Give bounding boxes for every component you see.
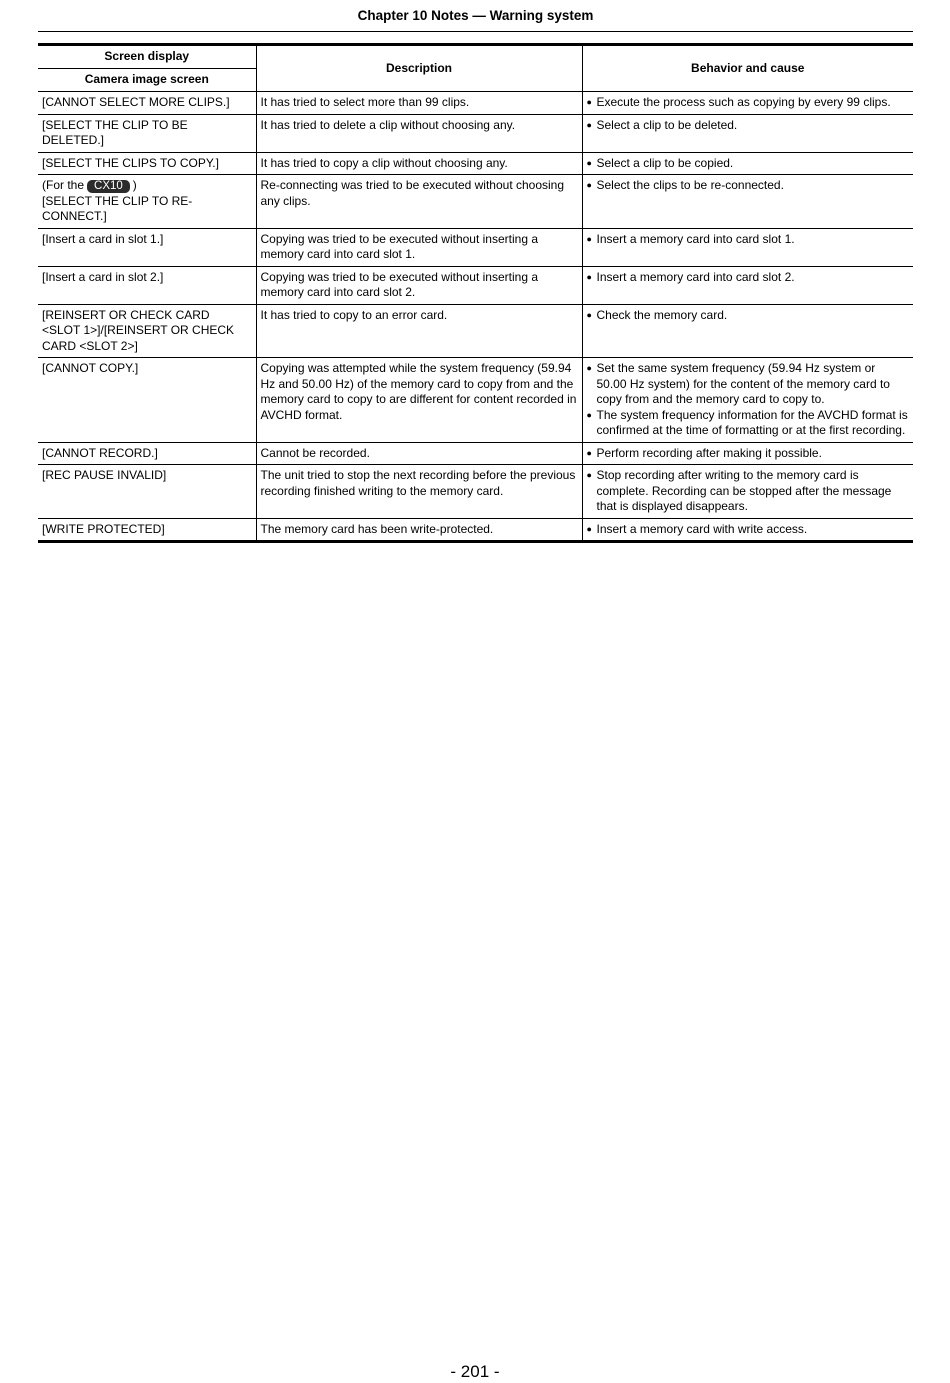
description-cell: Re-connecting was tried to be executed without choosing any clips.: [256, 175, 582, 229]
screen-message-line: [Insert a card in slot 2.]: [42, 269, 164, 284]
model-badge: CX10: [87, 180, 130, 193]
model-note-suffix: ): [132, 178, 137, 192]
screen-message-line: [SELECT THE CLIP TO RE-: [42, 193, 193, 208]
behavior-item: ● Stop recording after writing to the memory card is complete. Recording can be stopped after the message that is displayed disappears.: [587, 468, 909, 515]
screen-message-line: CARD <SLOT 2>]: [42, 338, 138, 353]
header-rule: [38, 31, 913, 32]
behavior-item: ● Perform recording after making it possible.: [587, 446, 909, 462]
description-cell: Copying was attempted while the system frequency (59.94 Hz and 50.00 Hz) of the memory card to copy from and the memory card to copy to are different for content recorded in AVCHD format.: [256, 358, 582, 443]
screen-display-cell: [38, 228, 256, 266]
description-cell: It has tried to copy a clip without choosing any.: [256, 152, 582, 175]
behavior-list: [587, 232, 909, 248]
behavior-list: [587, 361, 909, 439]
screen-display-cell: [38, 175, 256, 229]
screen-display-cell: [38, 465, 256, 519]
header-behavior: Behavior and cause: [582, 45, 913, 92]
screen-display-cell: [38, 114, 256, 152]
behavior-cell: [582, 92, 913, 115]
behavior-cell: [582, 175, 913, 229]
behavior-item: ● Insert a memory card into card slot 2.: [587, 270, 909, 286]
behavior-item: ● Insert a memory card into card slot 1.: [587, 232, 909, 248]
behavior-item: ● Set the same system frequency (59.94 Hz system or 50.00 Hz system) for the content of the memory card to copy from and the memory card to copy to.: [587, 361, 909, 408]
screen-message-line: [CANNOT COPY.]: [42, 361, 139, 375]
screen-display-cell: [38, 92, 256, 115]
table-row: [38, 92, 913, 115]
behavior-cell: [582, 228, 913, 266]
behavior-list: [587, 446, 909, 462]
behavior-list: [587, 156, 909, 172]
header-screen-display: Screen display: [38, 45, 256, 69]
table-row: [38, 266, 913, 304]
screen-message-line: [REC PAUSE INVALID]: [42, 468, 167, 482]
behavior-cell: [582, 358, 913, 443]
behavior-list: [587, 522, 909, 538]
behavior-item: ● Select the clips to be re-connected.: [587, 178, 909, 194]
chapter-header: Chapter 10 Notes — Warning system: [357, 8, 594, 23]
table-row: [38, 518, 913, 542]
behavior-cell: [582, 465, 913, 519]
behavior-item: ● Select a clip to be copied.: [587, 156, 909, 172]
table-row: [38, 152, 913, 175]
description-cell: It has tried to copy to an error card.: [256, 304, 582, 358]
screen-message-line: [SELECT THE CLIP TO BE: [42, 117, 188, 132]
behavior-list: [587, 178, 909, 194]
behavior-item: ● Select a clip to be deleted.: [587, 118, 909, 134]
behavior-item: ● Execute the process such as copying by every 99 clips.: [587, 95, 909, 111]
screen-message-line: [CANNOT RECORD.]: [42, 445, 158, 460]
description-cell: Cannot be recorded.: [256, 442, 582, 465]
screen-message-line: [REINSERT OR CHECK CARD: [42, 307, 210, 322]
screen-display-cell: [38, 266, 256, 304]
screen-display-cell: [38, 442, 256, 465]
table-row: [38, 175, 913, 229]
screen-message-line: CONNECT.]: [42, 209, 107, 223]
behavior-list: [587, 95, 909, 111]
screen-display-cell: [38, 304, 256, 358]
behavior-item: ● Check the memory card.: [587, 308, 909, 324]
screen-message-line: [CANNOT SELECT MORE CLIPS.]: [42, 95, 230, 109]
screen-message-line: [WRITE PROTECTED]: [42, 521, 165, 536]
behavior-cell: [582, 518, 913, 542]
screen-display-cell: [38, 152, 256, 175]
header-description: Description: [256, 45, 582, 92]
screen-display-cell: [38, 358, 256, 443]
behavior-list: [587, 468, 909, 515]
behavior-item: ● Insert a memory card with write access.: [587, 522, 909, 538]
screen-message-line: <SLOT 1>]/[REINSERT OR CHECK: [42, 323, 235, 337]
screen-message-line: DELETED.]: [42, 133, 105, 147]
behavior-item: ● The system frequency information for the AVCHD format is confirmed at the time of formatting or at the first recording.: [587, 408, 909, 439]
behavior-cell: [582, 152, 913, 175]
description-cell: The unit tried to stop the next recording before the previous recording finished writing to the memory card.: [256, 465, 582, 519]
model-note-prefix: (For the: [42, 178, 85, 192]
screen-message-line: [SELECT THE CLIPS TO COPY.]: [42, 155, 219, 170]
description-cell: It has tried to select more than 99 clips.: [256, 92, 582, 115]
behavior-list: [587, 118, 909, 134]
screen-display-cell: [38, 518, 256, 542]
table-row: [38, 465, 913, 519]
table-row: [38, 358, 913, 443]
behavior-list: [587, 308, 909, 324]
behavior-cell: [582, 442, 913, 465]
description-cell: Copying was tried to be executed without inserting a memory card into card slot 2.: [256, 266, 582, 304]
behavior-cell: [582, 266, 913, 304]
description-cell: It has tried to delete a clip without choosing any.: [256, 114, 582, 152]
page-number: - 201 -: [450, 1362, 500, 1381]
behavior-cell: [582, 114, 913, 152]
behavior-cell: [582, 304, 913, 358]
table-row: [38, 114, 913, 152]
header-camera-image-screen: Camera image screen: [38, 69, 256, 92]
table-row: [38, 442, 913, 465]
table-body: [38, 92, 913, 542]
table-row: [38, 228, 913, 266]
table-row: [38, 304, 913, 358]
behavior-list: [587, 270, 909, 286]
screen-message-line: [Insert a card in slot 1.]: [42, 231, 164, 246]
description-cell: Copying was tried to be executed without inserting a memory card into card slot 1.: [256, 228, 582, 266]
warning-table: [38, 43, 913, 543]
description-cell: The memory card has been write-protected.: [256, 518, 582, 542]
